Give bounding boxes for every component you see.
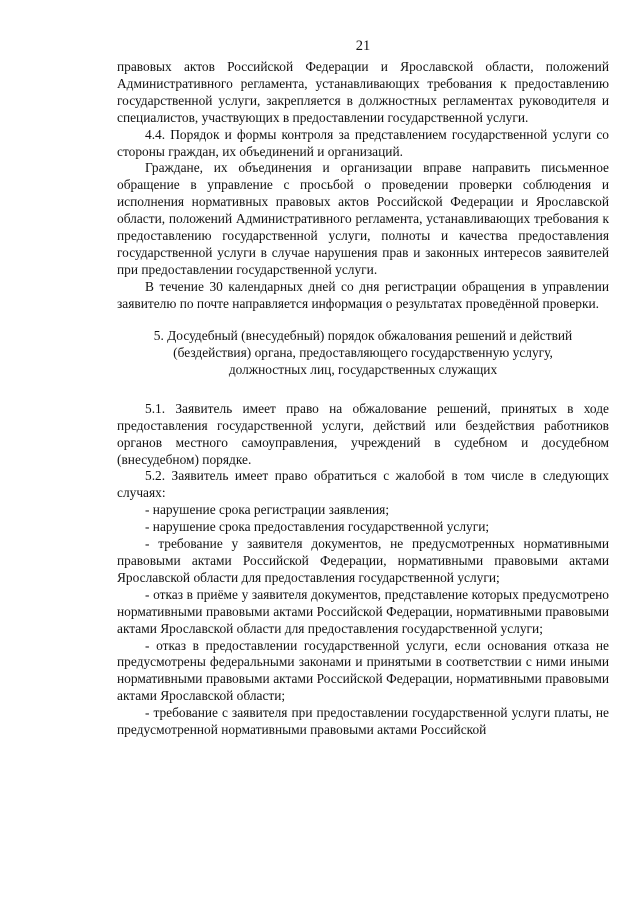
section-heading-line: (бездействия) органа, предоставляющего государственную услугу, xyxy=(173,345,553,360)
paragraph-citizens-appeal: Граждане, их объединения и организации вправе направить письменное обращение в управление с просьбой о проведении проверки соблюдения и исполнения нормативных правовых актов Российской Федерации и Ярославской области, положений Административного регламента, устанавливающих требования к предоставлению государственной услуги, полноты и качества предоставления государственной услуги в случае нарушения прав и законных интересов заявителей при предоставлении государственной услуги. xyxy=(117,160,609,277)
paragraph-4-4: 4.4. Порядок и формы контроля за представлением государственной услуги со стороны граждан, их объединений и организаций. xyxy=(117,126,609,159)
section-5-heading xyxy=(117,327,609,379)
list-item: - отказ в предоставлении государственной услуги, если основания отказа не предусмотрены федеральными законами и принятыми в соответствии с ними иными нормативными правовыми актами Российской Федерации, нормативными правовыми актами Ярославской области; xyxy=(117,637,609,704)
list-item: - нарушение срока регистрации заявления; xyxy=(145,502,390,518)
document-body xyxy=(117,59,609,739)
paragraph-5-2: 5.2. Заявитель имеет право обратиться с жалобой в том числе в следующих случаях: xyxy=(117,468,609,501)
page-number: 21 xyxy=(355,38,371,54)
paragraph-30-days: В течение 30 календарных дней со дня регистрации обращения в управлении заявителю по почте направляется информация о результатах проведённой проверки. xyxy=(117,278,609,311)
list-item: - требование у заявителя документов, не предусмотренных нормативными правовыми актами Российской Федерации, нормативными правовыми актами Ярославской области для предоставления государственной услуги; xyxy=(117,536,609,585)
section-heading-line: 5. Досудебный (внесудебный) порядок обжалования решений и действий xyxy=(153,327,573,343)
paragraph-5-1: 5.1. Заявитель имеет право на обжалование решений, принятых в ходе предоставления государственной услуги, действий или бездействия работников органов местного самоуправления, учреждений в судебном и досудебном (внесудебном) порядке. xyxy=(117,400,609,467)
list-item: - отказ в приёме у заявителя документов, представление которых предусмотрено нормативными правовыми актами Российской Федерации, нормативными правовыми актами Ярославской области для предоставления государственной услуги; xyxy=(117,586,609,636)
section-heading-line: должностных лиц, государственных служащих xyxy=(228,362,498,378)
list-item: - нарушение срока предоставления государственной услуги; xyxy=(145,519,490,535)
paragraph-continuation: правовых актов Российской Федерации и Ярославской области, положений Административного регламента, устанавливающих требования к предоставлению государственной услуги, закрепляется в должностных регламентах руководителя и специалистов, участвующих в предоставлении государственной услуги. xyxy=(117,59,609,125)
list-item: - требование с заявителя при предоставлении государственной услуги платы, не предусмотренной нормативными правовыми актами Российской xyxy=(117,705,609,738)
